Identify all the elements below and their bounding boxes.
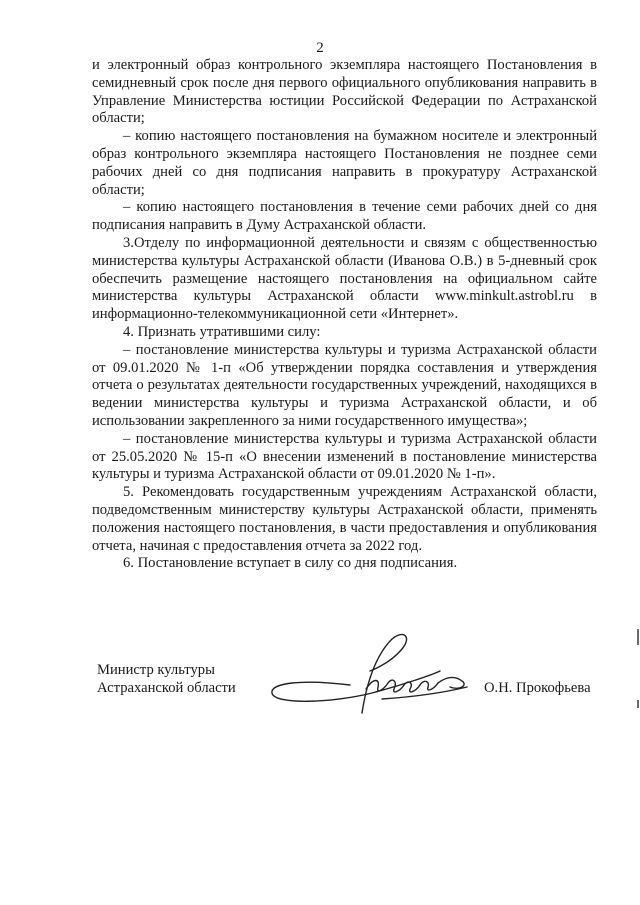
handwritten-signature <box>262 627 477 727</box>
paragraph: 4. Признать утратившими силу: <box>123 323 321 340</box>
signatory-name: О.Н. Прокофьева <box>484 680 591 696</box>
signatory-title-line: Астраханской области <box>97 680 236 696</box>
paragraph: – постановление министерства культуры и туризма Астраханской области от 09.01.2020 № 1-п «Об утверждении порядка составления и утверждения отчета о результатах деятельности государственных учреждений, находящихся в ведении министерства культуры и туризма Астраханской области, и об использовании закрепленного за ними государственного имущества»; <box>92 341 597 429</box>
paragraph: 6. Постановление вступает в силу со дня подписания. <box>123 555 458 572</box>
scan-edge-mark <box>637 629 639 645</box>
document-body <box>92 57 597 573</box>
signatory-title-line: Министр культуры <box>97 662 215 678</box>
paragraph: и электронный образ контрольного экземпляра настоящего Постановления в семидневный срок после дня первого официального опубликования направить в Управление Министерства юстиции Российской Федерации по Астраханской области; <box>92 57 597 127</box>
page-number: 2 <box>316 40 324 56</box>
paragraph: – копию настоящего постановления на бумажном носителе и электронный образ контрольного экземпляра настоящего Постановления не позднее семи рабочих дней со дня подписания направить в прокуратуру Астраханской области; <box>92 128 597 198</box>
paragraph: – копию настоящего постановления в течение семи рабочих дней со дня подписания направить в Думу Астраханской области. <box>92 199 597 234</box>
signatory-title <box>97 661 236 697</box>
scan-edge-mark <box>637 700 639 708</box>
paragraph: – постановление министерства культуры и туризма Астраханской области от 25.05.2020 № 15-п «О внесении изменений в постановление министерства культуры и туризма Астраханской области от 09.01.2020 № 1-п». <box>92 430 597 483</box>
paragraph: 3.Отделу по информационной деятельности и связям с общественностью министерства культуры Астраханской области (Иванова О.В.) в 5-дневный срок обеспечить размещение настоящего постановления на официальном сайте министерства культуры Астраханской области www.minkult.astrobl.ru в информационно-телекоммуникационной сети «Интернет». <box>92 234 597 323</box>
paragraph: 5. Рекомендовать государственным учреждениям Астраханской области, подведомственным министерству культуры Астраханской области, применять положения настоящего постановления, в части предоставления и опубликования отчета, начиная с предоставления отчета за 2022 год. <box>92 484 597 554</box>
